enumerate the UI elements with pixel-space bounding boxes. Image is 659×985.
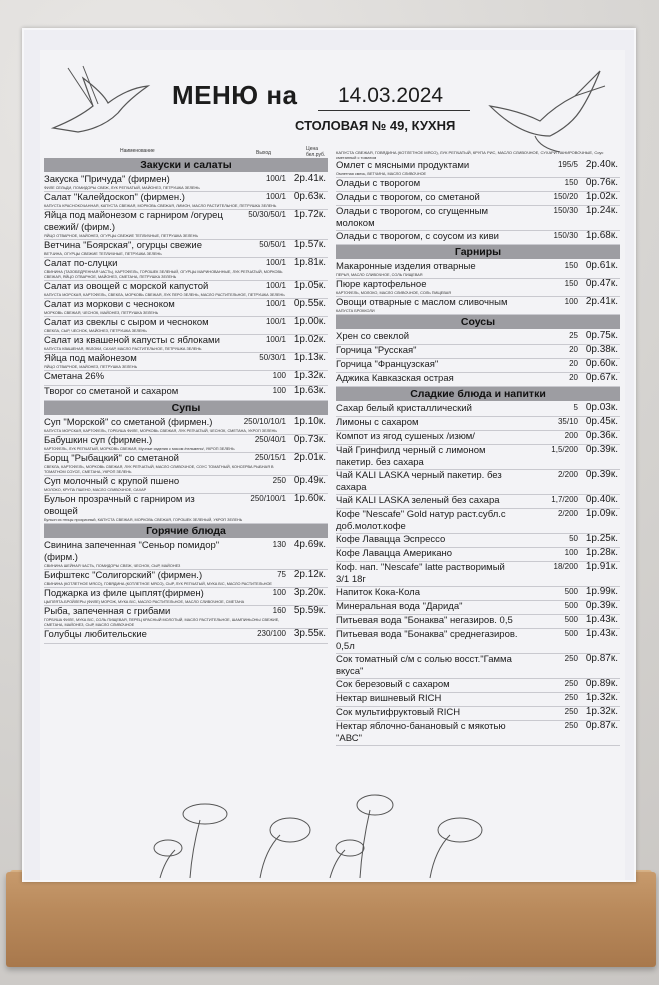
item-price: 2р.12к. — [293, 569, 326, 580]
item-price: 1р.57к. — [293, 239, 326, 250]
item-price: 3р.55к. — [293, 628, 326, 639]
item-name: Кофе "Nescafe" Gold натур раст.субл.с доб.молот.кофе — [336, 509, 506, 532]
item-name: Яйца под майонезом — [44, 353, 137, 364]
item-weight: 100/1 — [265, 258, 286, 267]
item-weight: 35/10 — [557, 417, 578, 426]
menu-item — [44, 453, 328, 476]
item-price: 1р.00к. — [293, 316, 326, 327]
menu-item — [336, 548, 620, 562]
menu-item — [336, 403, 620, 417]
item-description: МОЛОКО, КРУПА ПШЕНО, МАСЛО СЛИВОЧНОЕ, САХАР — [44, 488, 147, 492]
item-description: Бульон из птицы прозрачный, КАПУСТА СВЕЖАЯ, МОРКОВЬ СВЕЖАЯ, ГОРОШЕК ЗЕЛЕНЫЙ, УКРОП ЗЕЛЕНЬ — [44, 518, 243, 522]
menu-item — [336, 470, 620, 495]
section-header: Супы — [44, 401, 328, 415]
item-name: Кофе Лавацца Американо — [336, 548, 453, 559]
item-description: КАРТОФЕЛЬ, ЛУК РЕПЧАТЫЙ, МОРКОВЬ СВЕЖАЯ, Мучные изделия с мясом /пельмени/, УКРОП ЗЕЛЕНЬ — [44, 447, 235, 451]
item-price: 5р.59к. — [293, 605, 326, 616]
menu-item — [336, 615, 620, 629]
item-weight: 100/1 — [265, 281, 286, 290]
menu-item — [336, 629, 620, 654]
item-description: ЦЫПЛЯТА-БРОЙЛЕРЫ (ФИЛЕ) МОРОЖ, МУКА В/С, МАСЛО РАСТИТЕЛЬНОЕ, МАСЛО СЛИВОЧНОЕ, СМЕТАНА — [44, 600, 245, 604]
item-weight: 100/1 — [265, 317, 286, 326]
menu-item — [44, 281, 328, 299]
item-price: 2р.41к. — [585, 296, 618, 307]
item-price: 0р.87к. — [585, 653, 618, 664]
item-name: Питьевая вода "Бонаква" негазиров. 0,5 — [336, 615, 513, 626]
item-price: 1р.81к. — [293, 257, 326, 268]
item-weight: 160 — [272, 606, 286, 615]
item-price: 1р.91к. — [585, 561, 618, 572]
item-price: 1р.63к. — [293, 385, 326, 396]
column-header-yield: Выход — [256, 150, 271, 156]
wooden-stand — [6, 872, 656, 967]
item-weight: 250/15/1 — [254, 453, 286, 462]
item-price: 1р.60к. — [293, 493, 326, 504]
menu-item — [336, 534, 620, 548]
item-name: Коф. нап. "Nescafe" latte растворимый 3/1 18г — [336, 562, 505, 585]
item-name: Хрен со свеклой — [336, 331, 410, 342]
canteen-name: СТОЛОВАЯ № 49, КУХНЯ — [295, 118, 456, 133]
item-weight: 100/1 — [265, 174, 286, 183]
item-name: Чай KALI LASKA черный пакетир. без сахара — [336, 470, 502, 493]
item-weight: 500 — [564, 601, 578, 610]
item-name: Салат из свеклы с сыром и чесноком — [44, 317, 209, 328]
item-weight: 100/1 — [265, 335, 286, 344]
item-name: Сметана 26% — [44, 371, 105, 382]
item-price: 1р.24к. — [585, 205, 618, 216]
item-price: 0р.76к. — [585, 177, 618, 188]
menu-item — [44, 494, 328, 524]
item-name: Салат по-слуцки — [44, 258, 118, 269]
item-weight: 18/200 — [553, 562, 578, 571]
item-price: 2р.01к. — [293, 452, 326, 463]
item-name: Оладьи с творогом — [336, 178, 421, 189]
item-description: КАПУСТА КВАШЕНАЯ, ЯБЛОКИ, САХАР, МАСЛО РАСТИТЕЛЬНОЕ, ПЕТРУШКА ЗЕЛЕНЬ — [44, 347, 202, 351]
item-name: Поджарка из филе цыплят(фирмен) — [44, 588, 204, 599]
item-name: Оладьи с творогом, с соусом из киви — [336, 231, 499, 242]
item-weight: 50/50/1 — [259, 240, 286, 249]
menu-item — [44, 606, 328, 629]
item-price: 0р.67к. — [585, 372, 618, 383]
menu-item — [44, 210, 328, 240]
item-price: 2р.41к. — [293, 173, 326, 184]
item-weight: 250 — [564, 679, 578, 688]
item-name: Салат из квашеной капусты с яблоками — [44, 335, 220, 346]
menu-item — [336, 359, 620, 373]
item-weight: 20 — [569, 373, 578, 382]
poppy-flowers-illustration — [130, 790, 510, 880]
item-name: Нектар яблочно-банановый с мякотью "АВС" — [336, 721, 506, 744]
item-name: Яйца под майонезом с гарниром /огурец свежий/ (фирм.) — [44, 210, 223, 233]
item-weight: 250 — [564, 654, 578, 663]
item-weight: 250/100/1 — [250, 494, 286, 503]
item-weight: 500 — [564, 615, 578, 624]
menu-item — [336, 160, 620, 178]
item-weight: 100/1 — [265, 299, 286, 308]
menu-item — [44, 417, 328, 435]
item-name: Закуска "Причуда" (фирмен) — [44, 174, 170, 185]
menu-item — [44, 588, 328, 606]
menu-item — [44, 540, 328, 570]
item-price: 1р.02к. — [585, 191, 618, 202]
item-price: 1р.32к. — [293, 370, 326, 381]
item-name: Пюре картофельное — [336, 279, 427, 290]
item-name: Сок томатный с/м с солью восст."Гамма вкуса" — [336, 654, 512, 677]
item-weight: 150 — [564, 261, 578, 270]
item-description: СВЕКЛА, КАРТОФЕЛЬ, МОРКОВЬ СВЕЖАЯ, ЛУК РЕПЧАТЫЙ, МАСЛО СЛИВОЧНОЕ, СОУС ТОМАТНЫЙ, КОНСЕРВА РЫБНАЯ В ТОМАТНОМ СОУСЕ, СМЕТАНА, УКРОП ЗЕЛЕНЬ — [44, 465, 274, 474]
item-weight: 250/10/10/1 — [243, 417, 286, 426]
menu-item — [44, 353, 328, 371]
item-name: Сахар белый кристаллический — [336, 403, 472, 414]
item-weight: 500 — [564, 587, 578, 596]
item-price: 1р.28к. — [585, 547, 618, 558]
item-weight: 200 — [564, 431, 578, 440]
item-price: 1р.43к. — [585, 628, 618, 639]
menu-item — [336, 679, 620, 693]
item-name: Кофе Лавацца Эспрессо — [336, 534, 446, 545]
menu-item — [44, 371, 328, 386]
item-weight: 100 — [272, 588, 286, 597]
item-price: 1р.02к. — [293, 334, 326, 345]
menu-item — [44, 629, 328, 644]
item-name: Сок мультифруктовый RICH — [336, 707, 461, 718]
item-description: ЯЙЦО ОТВАРНОЕ, МАЙОНЕЗ, ОГУРЦЫ СВЕЖИЕ ТЕПЛИЧНЫЕ, ПЕТРУШКА ЗЕЛЕНЬ — [44, 234, 198, 238]
item-price: 1р.05к. — [293, 280, 326, 291]
item-name: Салат "Калейдоскоп" (фирмен.) — [44, 192, 185, 203]
item-price: 1р.10к. — [293, 416, 326, 427]
item-weight: 50 — [569, 534, 578, 543]
menu-item — [44, 476, 328, 494]
item-weight: 20 — [569, 345, 578, 354]
item-description: СВИНИНА (КОТЛЕТНОЕ МЯСО), ГОВЯДИНА (КОТЛЕТНОЕ МЯСО), СЫР, ЛУК РЕПЧАТЫЙ, МУКА В/С, МАСЛО РАСТИТЕЛЬНОЕ — [44, 582, 272, 586]
item-weight: 500 — [564, 629, 578, 638]
item-weight: 1,7/200 — [551, 495, 578, 504]
item-price: 0р.60к. — [585, 358, 618, 369]
menu-column-right — [336, 150, 620, 746]
item-price: 0р.55к. — [293, 298, 326, 309]
item-price: 1р.13к. — [293, 352, 326, 363]
item-price: 1р.09к. — [585, 508, 618, 519]
item-name: Чай Гринфилд черный с лимоном пакетир. без сахара — [336, 445, 486, 468]
item-name: Суп молочный с крупой пшено — [44, 476, 180, 487]
item-weight: 75 — [277, 570, 286, 579]
item-description: СВЕКЛА, СЫР, ЧЕСНОК, МАЙОНЕЗ, ПЕТРУШКА ЗЕЛЕНЬ — [44, 329, 147, 333]
item-description: КАПУСТА МОРСКАЯ, КАРТОФЕЛЬ, СВЕКЛА, МОРКОВЬ СВЕЖАЯ, ЛУК ПЕРО ЗЕЛЕНЬ, МАСЛО РАСТИТЕЛЬНОЕ, ПЕТРУШКА ЗЕЛЕНЬ — [44, 293, 285, 297]
menu-item — [336, 721, 620, 746]
item-weight: 1,5/200 — [551, 445, 578, 454]
item-name: Лимоны с сахаром — [336, 417, 419, 428]
menu-item — [336, 373, 620, 387]
menu-item — [44, 174, 328, 192]
item-price: 0р.61к. — [585, 260, 618, 271]
menu-item — [44, 192, 328, 210]
item-name: Горчица "Французская" — [336, 359, 439, 370]
item-weight: 130 — [272, 540, 286, 549]
item-name: Напиток Кока-Кола — [336, 587, 420, 598]
item-price: 0р.38к. — [585, 344, 618, 355]
menu-item — [336, 509, 620, 534]
item-name: Ветчина "Боярская", огурцы свежие — [44, 240, 202, 251]
item-price: 2р.40к. — [585, 159, 618, 170]
item-name: Оладьи с творогом, со сгущенным молоком — [336, 206, 489, 229]
item-description: ПЕРЬЯ, МАСЛО СЛИВОЧНОЕ, СОЛЬ ПИЩЕВАЯ — [336, 273, 423, 277]
item-description: Омлетная смесь, ВЕТЧИНА, МАСЛО СЛИВОЧНОЕ — [336, 172, 427, 176]
item-weight: 100 — [272, 386, 286, 395]
section-header: Закуски и салаты — [44, 158, 328, 172]
item-name: Омлет с мясными продуктами — [336, 160, 470, 171]
menu-item — [44, 240, 328, 258]
item-weight: 50/30/50/1 — [248, 210, 286, 219]
item-weight: 100 — [272, 371, 286, 380]
item-price: 0р.39к. — [585, 444, 618, 455]
item-weight: 230/100 — [257, 629, 286, 638]
item-description: КАПУСТА КРАСНОКОЧАННАЯ, КАПУСТА СВЕЖАЯ, МОРКОВЬ СВЕЖАЯ, ЛИМОН, МАСЛО РАСТИТЕЛЬНОЕ, ПЕТРУШКА ЗЕЛЕНЬ — [44, 204, 277, 208]
item-price: 0р.49к. — [293, 475, 326, 486]
menu-item — [336, 601, 620, 615]
item-price: 0р.45к. — [585, 416, 618, 427]
item-price: 1р.32к. — [585, 692, 618, 703]
swallow-left-icon — [48, 58, 158, 138]
item-name: Рыба, запеченная с грибами — [44, 606, 171, 617]
item-weight: 195/5 — [557, 160, 578, 169]
item-weight: 100/1 — [265, 192, 286, 201]
item-name: Нектар вишневый RICH — [336, 693, 442, 704]
item-weight: 150/30 — [553, 231, 578, 240]
item-weight: 250/40/1 — [254, 435, 286, 444]
item-price: 0р.03к. — [585, 402, 618, 413]
item-weight: 150/30 — [553, 206, 578, 215]
item-weight: 50/30/1 — [259, 353, 286, 362]
menu-item — [44, 258, 328, 281]
item-weight: 2/200 — [557, 470, 578, 479]
item-weight: 25 — [569, 331, 578, 340]
column-header-name: Наименование — [120, 148, 155, 154]
date-underline — [318, 110, 470, 111]
item-name: Овощи отварные с маслом сливочным — [336, 297, 508, 308]
item-name: Питьевая вода "Бонаква" среднегазиров. 0,5л — [336, 629, 518, 652]
item-name: Салат из овощей с морской капустой — [44, 281, 209, 292]
item-weight: 150 — [564, 279, 578, 288]
menu-item — [336, 693, 620, 707]
item-name: Бульон прозрачный с гарниром из овощей — [44, 494, 195, 517]
section-header: Сладкие блюда и напитки — [336, 387, 620, 401]
item-name: Бифштекс "Солигорский" (фирмен.) — [44, 570, 203, 581]
menu-item — [336, 178, 620, 192]
item-description: КАПУСТА БРОККОЛИ — [336, 309, 375, 313]
column-header-price: Цена бел.руб. — [306, 146, 326, 158]
item-weight: 250 — [564, 693, 578, 702]
item-price: 0р.87к. — [585, 720, 618, 731]
item-weight: 250 — [564, 707, 578, 716]
item-price: 1р.99к. — [585, 586, 618, 597]
item-price: 1р.32к. — [585, 706, 618, 717]
item-name: Свинина запеченная "Сеньор помидор" (фирм.) — [44, 540, 220, 563]
menu-title: МЕНЮ на — [172, 80, 298, 110]
item-price: 0р.47к. — [585, 278, 618, 289]
item-weight: 100 — [564, 548, 578, 557]
item-description: ФИЛЕ СЕЛЬДИ, ПОМИДОРЫ СВЕЖ, ЛУК РЕПЧАТЫЙ, МАЙОНЕЗ, ПЕТРУШКА ЗЕЛЕНЬ — [44, 186, 200, 190]
item-name: Оладьи с творогом, со сметаной — [336, 192, 480, 203]
item-weight: 150 — [564, 178, 578, 187]
menu-item — [336, 297, 620, 315]
item-name: Салат из моркови с чесноком — [44, 299, 175, 310]
item-description: КАПУСТА МОРСКАЯ, КАРТОФЕЛЬ, ГОРБУША ФИЛЕ, МОРКОВЬ СВЕЖАЯ, ЛУК РЕПЧАТЫЙ, ЧЕСНОК, СМЕТАНА, УКРОП ЗЕЛЕНЬ — [44, 429, 277, 433]
section-header: Гарниры — [336, 245, 620, 259]
item-description: КАРТОФЕЛЬ, МОЛОКО, МАСЛО СЛИВОЧНОЕ, СОЛЬ ПИЩЕВАЯ — [336, 291, 452, 295]
item-price: 1р.72к. — [293, 209, 326, 220]
menu-item — [336, 654, 620, 679]
menu-item — [336, 331, 620, 345]
item-price: 1р.25к. — [585, 533, 618, 544]
item-name: Суп "Морской" со сметаной (фирмен.) — [44, 417, 213, 428]
item-price: 3р.20к. — [293, 587, 326, 598]
menu-item — [336, 345, 620, 359]
menu-item — [336, 495, 620, 509]
item-price: 0р.40к. — [585, 494, 618, 505]
item-price: 0р.63к. — [293, 191, 326, 202]
swallow-right-icon — [480, 66, 610, 156]
menu-item — [44, 570, 328, 588]
menu-item — [44, 435, 328, 453]
item-weight: 250 — [272, 476, 286, 485]
menu-date: 14.03.2024 — [338, 84, 444, 107]
item-description: МОРКОВЬ СВЕЖАЯ, ЧЕСНОК, МАЙОНЕЗ, ПЕТРУШКА ЗЕЛЕНЬ — [44, 311, 159, 315]
menu-item — [336, 279, 620, 297]
item-weight: 100 — [564, 297, 578, 306]
item-price: 1р.68к. — [585, 230, 618, 241]
item-name: Голубцы любительские — [44, 629, 147, 640]
section-header: Горячие блюда — [44, 524, 328, 538]
section-header: Соусы — [336, 315, 620, 329]
menu-item — [44, 386, 328, 401]
menu-item — [336, 562, 620, 587]
menu-item — [44, 299, 328, 317]
carryover-note: КАПУСТА СВЕЖАЯ, ГОВЯДИНА (КОТЛЕТНОЕ МЯСО), ЛУК РЕПЧАТЫЙ, КРУПА РИС, МАСЛО СЛИВОЧНОЕ, СУХАРИ ПАНИРОВОЧНЫЕ, Соус сметанный с томатом — [336, 150, 604, 160]
menu-item — [336, 261, 620, 279]
item-price: 0р.73к. — [293, 434, 326, 445]
menu-item — [44, 317, 328, 335]
item-weight: 150/20 — [553, 192, 578, 201]
item-weight: 20 — [569, 359, 578, 368]
item-name: Творог со сметаной и сахаром — [44, 386, 179, 397]
item-description: СВИНИНА (ТАЗОБЕДРЕННАЯ ЧАСТЬ), КАРТОФЕЛЬ, ГОРОШЕК ЗЕЛЕНЫЙ, ОГУРЦЫ МАРИНОВАННЫЕ, ЛУК РЕПЧАТЫЙ, МОРКОВЬ СВЕЖАЯ, ЯЙЦО ОТВАРНОЕ, МАЙОНЕЗ, СМЕТАНА, ПЕТРУШКА ЗЕЛЕНЬ — [44, 270, 283, 279]
menu-item — [336, 587, 620, 601]
item-name: Сок березовый с сахаром — [336, 679, 450, 690]
item-name: Бабушкин суп (фирмен.) — [44, 435, 153, 446]
menu-item — [336, 707, 620, 721]
menu-column-left — [44, 158, 328, 644]
item-description: ГОРБУША ФИЛЕ, МУКА В/С, СОЛЬ ПИЩЕВАЯ, ПЕРЕЦ КРАСНЫЙ МОЛОТЫЙ, МАСЛО РАСТИТЕЛЬНОЕ, ШАМПИНЬОНЫ СВЕЖИЕ, СМЕТАНА, МАЙОНЕЗ, СЫР, МАСЛО СЛИВОЧНОЕ — [44, 618, 280, 627]
item-description: ЯЙЦО ОТВАРНОЕ, МАЙОНЕЗ, ПЕТРУШКА ЗЕЛЕНЬ — [44, 365, 138, 369]
item-name: Минеральная вода "Дарида" — [336, 601, 463, 612]
item-description: ВЕТЧИНА, ОГУРЦЫ СВЕЖИЕ ТЕПЛИЧНЫЕ, ПЕТРУШКА ЗЕЛЕНЬ — [44, 252, 162, 256]
item-weight: 5 — [573, 403, 578, 412]
menu-item — [336, 231, 620, 245]
item-name: Борщ "Рыбацкий" со сметаной — [44, 453, 179, 464]
item-price: 0р.75к. — [585, 330, 618, 341]
menu-item — [336, 417, 620, 431]
item-price: 0р.36к. — [585, 430, 618, 441]
menu-item — [336, 445, 620, 470]
item-price: 1р.43к. — [585, 614, 618, 625]
item-price: 0р.39к. — [585, 469, 618, 480]
item-price: 4р.69к. — [293, 539, 326, 550]
item-name: Макаронные изделия отварные — [336, 261, 476, 272]
menu-item — [336, 431, 620, 445]
item-description: СВИНИНА ШЕЙНАЯ ЧАСТЬ, ПОМИДОРЫ СВЕЖ, ЧЕСНОК, СЫР, МАЙОНЕЗ — [44, 564, 181, 568]
menu-item — [336, 192, 620, 206]
item-name: Горчица "Русская" — [336, 345, 417, 356]
item-name: Компот из ягод сушеных /изюм/ — [336, 431, 475, 442]
menu-item — [336, 206, 620, 231]
menu-item — [44, 335, 328, 353]
item-name: Аджика Кавказская острая — [336, 373, 454, 384]
item-name: Чай KALI LASKA зеленый без сахара — [336, 495, 500, 506]
item-weight: 250 — [564, 721, 578, 730]
item-weight: 2/200 — [557, 509, 578, 518]
item-price: 0р.39к. — [585, 600, 618, 611]
item-price: 0р.89к. — [585, 678, 618, 689]
